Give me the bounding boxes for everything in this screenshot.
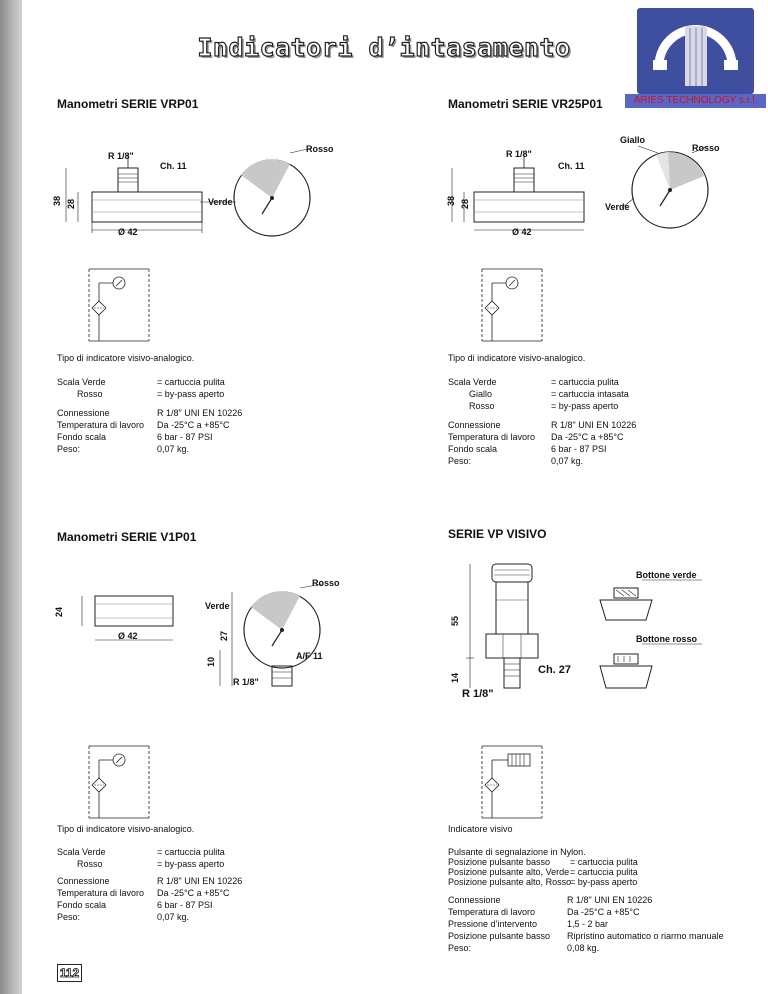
vp-desc-key: Pulsante di segnalazione in Nylon. bbox=[448, 847, 586, 857]
v1p01-spec-value: = by-pass aperto bbox=[157, 859, 225, 869]
vr25p01-thread-label: R 1/8" bbox=[506, 149, 532, 159]
v1p01-spec-key: Connessione bbox=[57, 876, 110, 886]
vr25p01-spec-value: R 1/8" UNI EN 10226 bbox=[551, 420, 637, 430]
vrp01-spec-key: Fondo scala bbox=[57, 432, 107, 442]
vp-spec-key: Pressione d’intervento bbox=[448, 919, 538, 929]
vrp01-spec-value: Da -25°C a +85°C bbox=[157, 420, 230, 430]
logo-mark-icon bbox=[637, 8, 754, 94]
vr25p01-drawing bbox=[442, 138, 732, 248]
vp-spec-key: Temperatura di lavoro bbox=[448, 907, 536, 917]
vrp01-height-total: 38 bbox=[52, 195, 63, 207]
vp-spec-value: 1,5 - 2 bar bbox=[567, 919, 609, 929]
vp-wrench-label: Ch. 27 bbox=[538, 664, 572, 676]
vp-spec-value: 0,08 kg. bbox=[567, 943, 600, 953]
vr25p01-spec-key: Scala Verde bbox=[448, 377, 497, 387]
vp-height-thread: 14 bbox=[450, 672, 461, 684]
vrp01-spec-key: Connessione bbox=[57, 408, 110, 418]
vp-desc-key: Posizione pulsante alto, Verde bbox=[448, 867, 570, 877]
v1p01-heading: Manometri SERIE V1P01 bbox=[57, 530, 197, 544]
v1p01-spec-key: Rosso bbox=[77, 859, 103, 869]
vrp01-height-body: 28 bbox=[66, 198, 77, 210]
vrp01-spec-value: = cartuccia pulita bbox=[157, 377, 225, 387]
vr25p01-spec-value: 6 bar - 87 PSI bbox=[551, 444, 607, 454]
vp-symbol bbox=[482, 740, 552, 820]
v1p01-spec-value: R 1/8" UNI EN 10226 bbox=[157, 876, 243, 886]
vrp01-spec-key: Peso: bbox=[57, 444, 81, 454]
vp-thread-label: R 1/8" bbox=[462, 688, 494, 700]
v1p01-spec-key: Temperatura di lavoro bbox=[57, 888, 145, 898]
company-logo bbox=[637, 8, 754, 94]
vr25p01-red-label: Rosso bbox=[692, 143, 720, 153]
vrp01-heading: Manometri SERIE VRP01 bbox=[57, 97, 199, 111]
vp-spec-key: Peso: bbox=[448, 943, 472, 953]
vrp01-spec-value: 0,07 kg. bbox=[157, 444, 190, 454]
vp-desc-key: Posizione pulsante alto, Rosso bbox=[448, 877, 572, 887]
vp-spec-value: Da -25°C a +85°C bbox=[567, 907, 640, 917]
vrp01-spec-key: Temperatura di lavoro bbox=[57, 420, 145, 430]
v1p01-symbol bbox=[89, 740, 149, 820]
v1p01-spec-key: Fondo scala bbox=[57, 900, 107, 910]
vr25p01-spec-key: Giallo bbox=[469, 389, 493, 399]
v1p01-intro: Tipo di indicatore visivo-analogico. bbox=[57, 824, 195, 834]
v1p01-red-label: Rosso bbox=[312, 578, 340, 588]
vp-heading: SERIE VP VISIVO bbox=[448, 527, 547, 541]
page-number: 112 bbox=[57, 964, 82, 982]
vrp01-diameter: Ø 42 bbox=[118, 227, 138, 237]
vrp01-intro: Tipo di indicatore visivo-analogico. bbox=[57, 353, 195, 363]
vp-spec-value: Ripristino automatico o riarmo manuale bbox=[567, 931, 724, 941]
vp-desc-value: = by-pass aperto bbox=[570, 877, 638, 887]
vrp01-spec-value: 6 bar - 87 PSI bbox=[157, 432, 213, 442]
v1p01-spec-value: 6 bar - 87 PSI bbox=[157, 900, 213, 910]
vrp01-symbol bbox=[89, 263, 149, 343]
vr25p01-symbol bbox=[482, 263, 542, 343]
vr25p01-height-total: 38 bbox=[446, 195, 457, 207]
vp-red-button-label: Bottone rosso bbox=[636, 634, 698, 644]
v1p01-height-thread: 10 bbox=[206, 656, 217, 668]
vrp01-red-label: Rosso bbox=[306, 144, 334, 154]
vr25p01-spec-key: Temperatura di lavoro bbox=[448, 432, 536, 442]
vr25p01-diameter: Ø 42 bbox=[512, 227, 532, 237]
vrp01-spec-key: Scala Verde bbox=[57, 377, 106, 387]
page-title: Indicatori d’intasamento bbox=[197, 33, 571, 62]
v1p01-spec-value: Da -25°C a +85°C bbox=[157, 888, 230, 898]
vr25p01-yellow-label: Giallo bbox=[620, 135, 646, 145]
vr25p01-wrench-label: Ch. 11 bbox=[558, 161, 585, 171]
vr25p01-spec-key: Peso: bbox=[448, 456, 472, 466]
vp-desc-value: = cartuccia pulita bbox=[570, 867, 638, 877]
vrp01-wrench-label: Ch. 11 bbox=[160, 161, 187, 171]
vr25p01-spec-key: Fondo scala bbox=[448, 444, 498, 454]
vp-height-total: 55 bbox=[450, 615, 461, 627]
vr25p01-spec-value: = cartuccia intasata bbox=[551, 389, 629, 399]
vp-desc-key: Posizione pulsante basso bbox=[448, 857, 551, 867]
v1p01-spec-value: = cartuccia pulita bbox=[157, 847, 225, 857]
vr25p01-spec-value: = cartuccia pulita bbox=[551, 377, 619, 387]
company-name: ARIES TECHNOLOGY s.r.l. bbox=[625, 94, 766, 108]
vr25p01-spec-key: Rosso bbox=[469, 401, 495, 411]
vp-spec-value: R 1/8" UNI EN 10226 bbox=[567, 895, 653, 905]
v1p01-diameter: Ø 42 bbox=[118, 631, 138, 641]
vrp01-spec-value: = by-pass aperto bbox=[157, 389, 225, 399]
vrp01-drawing bbox=[50, 138, 340, 248]
v1p01-height-total: 27 bbox=[219, 630, 230, 642]
vp-spec-key: Connessione bbox=[448, 895, 501, 905]
vr25p01-spec-key: Connessione bbox=[448, 420, 501, 430]
vr25p01-spec-value: Da -25°C a +85°C bbox=[551, 432, 624, 442]
v1p01-wrench-label: A/F 11 bbox=[296, 651, 323, 661]
vp-green-button-label: Bottone verde bbox=[636, 570, 697, 580]
v1p01-thread-label: R 1/8" bbox=[233, 677, 259, 687]
vr25p01-spec-value: 0,07 kg. bbox=[551, 456, 584, 466]
vp-spec-key: Posizione pulsante basso bbox=[448, 931, 551, 941]
vr25p01-intro: Tipo di indicatore visivo-analogico. bbox=[448, 353, 586, 363]
v1p01-spec-key: Peso: bbox=[57, 912, 81, 922]
page-side-band bbox=[0, 0, 22, 994]
vp-desc-value: = cartuccia pulita bbox=[570, 857, 638, 867]
vr25p01-spec-value: = by-pass aperto bbox=[551, 401, 619, 411]
v1p01-drawing bbox=[60, 578, 350, 688]
vr25p01-green-label: Verde bbox=[605, 202, 630, 212]
v1p01-spec-value: 0,07 kg. bbox=[157, 912, 190, 922]
v1p01-height-body: 24 bbox=[54, 606, 65, 618]
v1p01-spec-key: Scala Verde bbox=[57, 847, 106, 857]
vrp01-green-label: Verde bbox=[208, 197, 233, 207]
vrp01-spec-value: R 1/8" UNI EN 10226 bbox=[157, 408, 243, 418]
v1p01-green-label: Verde bbox=[205, 601, 230, 611]
vrp01-spec-key: Rosso bbox=[77, 389, 103, 399]
vrp01-thread-label: R 1/8" bbox=[108, 151, 134, 161]
vp-intro: Indicatore visivo bbox=[448, 824, 513, 834]
vr25p01-height-body: 28 bbox=[460, 198, 471, 210]
vr25p01-heading: Manometri SERIE VR25P01 bbox=[448, 97, 603, 111]
